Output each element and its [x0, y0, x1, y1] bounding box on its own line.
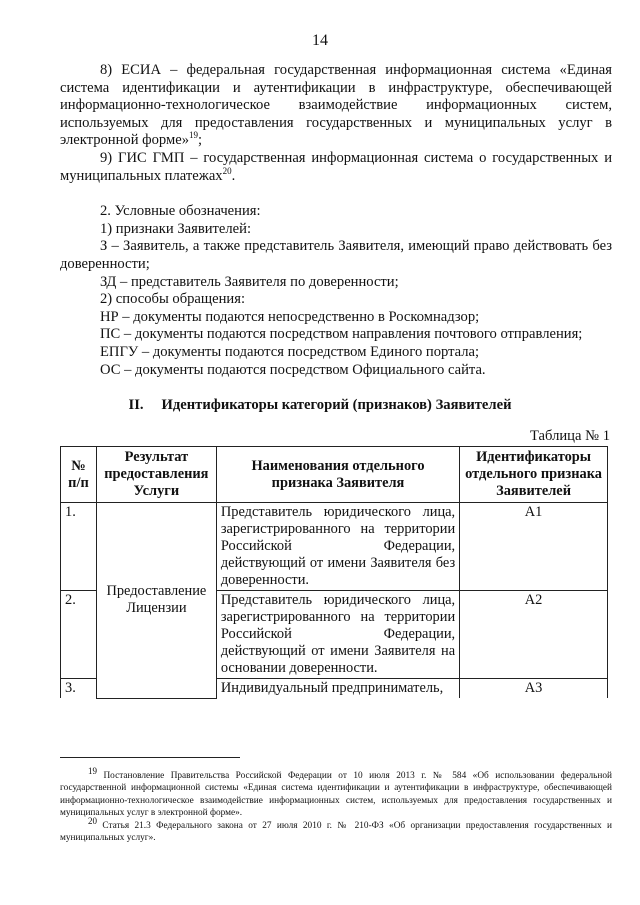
notation-epgu: ЕПГУ – документы подаются посредством Единого портала; [100, 343, 480, 360]
row-id: А3 [460, 679, 608, 699]
header-name: Наименования отдельного признака Заявителя [216, 447, 459, 503]
table-row [61, 503, 608, 591]
section-title: Идентификаторы категорий (признаков) Заявителей [161, 397, 512, 413]
header-result: Результат предоставления Услуги [96, 447, 216, 503]
page-number: 14 [312, 32, 328, 49]
row-name: Индивидуальный предприниматель, [216, 679, 459, 699]
header-num: № п/п [61, 447, 97, 503]
section-number: II. [128, 397, 144, 413]
notation-nr: НР – документы подаются непосредственно в Роскомнадзор; [100, 308, 480, 325]
row-num: 3. [61, 679, 97, 699]
row-id: А2 [460, 591, 608, 679]
definition-gis-gmp: 9) ГИС ГМП – государственная информационная система о государственных и муниципальных платежах$^{20}$. [60, 149, 612, 184]
footnotes [60, 765, 613, 844]
footnote-separator [60, 757, 240, 758]
table-caption: Таблица № 1 [530, 428, 610, 444]
notation-z: З – Заявитель, а также представитель Заявителя, имеющий право действовать без доверенности; [60, 238, 612, 272]
definition-esia: 8) ЕСИА – федеральная государственная информационная система «Единая система идентификации и аутентификации в инфраструктуре, обеспечивающей информационно-технологическое взаимодействие информационных систем, используемых для предоставления государственных и муниципальных услуг в электронной форме»$^{19}$; [60, 62, 612, 149]
footnote-ref-19[interactable]: 19 [189, 130, 199, 141]
notation-ps: ПС – документы подаются посредством направления почтового отправления; [100, 326, 583, 343]
footnote-19: $^{19}$ Постановление Правительства Российской Федерации от 10 июля 2013 г. № 584 «Об использовании федеральной государственной информационной системы «Единая система идентификации и аутентификации в инфраструктуре, обеспечивающей информационно-технологическое взаимодействие информационных систем, используемых для предоставления государственных и муниципальных услуг в электронной форме». [60, 765, 612, 819]
section-heading [0, 397, 640, 414]
row-id: А1 [460, 503, 608, 591]
notation-zd: ЗД – представитель Заявителя по доверенности; [100, 273, 399, 290]
applicant-categories-table [60, 446, 608, 699]
table-header-row [61, 447, 608, 503]
footnote-20: $^{20}$ Статья 21.3 Федерального закона от 27 июля 2010 г. № 210-ФЗ «Об организации предоставления государственных и муниципальных услуг». [60, 815, 613, 844]
row-name: Представитель юридического лица, зарегистрированного на территории Российской Федерации, действующий от имени Заявителя на основании доверенности. [216, 591, 459, 679]
applicant-signs-heading: 1) признаки Заявителей: [100, 220, 252, 237]
notation-os: ОС – документы подаются посредством Официального сайта. [100, 361, 486, 378]
body-text [60, 62, 612, 379]
footnote-ref-20[interactable]: 20 [222, 165, 232, 176]
row-num: 2. [61, 591, 97, 679]
result-cell: Предоставление Лицензии [96, 503, 216, 699]
header-id: Идентификаторы отдельного признака Заявителей [460, 447, 608, 503]
row-name: Представитель юридического лица, зарегистрированного на территории Российской Федерации, действующий от имени Заявителя без доверенности. [216, 503, 459, 591]
notations-heading: 2. Условные обозначения: [100, 203, 261, 220]
row-num: 1. [61, 503, 97, 591]
methods-heading: 2) способы обращения: [100, 291, 246, 308]
